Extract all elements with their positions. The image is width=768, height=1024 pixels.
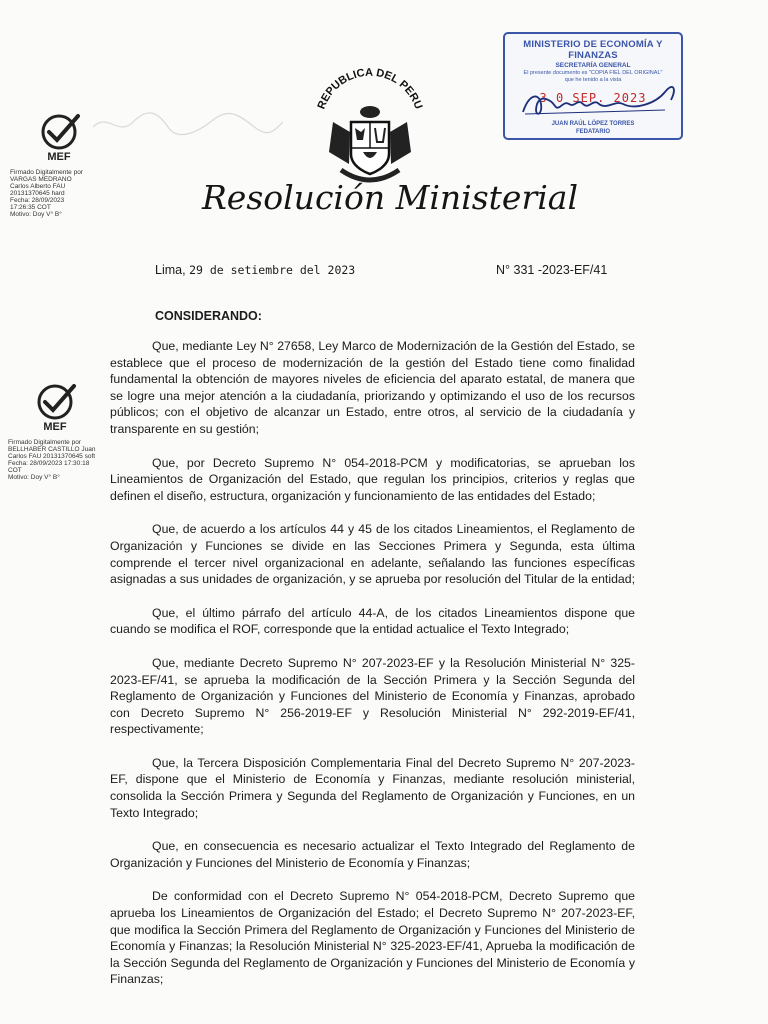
digital-signature-2 — [8, 382, 118, 481]
paragraph: Que, la Tercera Disposición Complementaria Final del Decreto Supremo N° 207-2023-EF, dispone que el Ministerio de Economía y Finanzas, mediante resolución ministerial, consolida la Sección Primera y Segunda del Reglamento de Organización y Funciones, en un Texto Integrado; — [110, 755, 635, 820]
stamp-signature — [515, 74, 685, 124]
mef-logo-text: MEF — [43, 421, 67, 433]
mef-logo-text: MEF — [47, 151, 71, 163]
section-title: CONSIDERANDO: — [155, 309, 262, 323]
stamp-ministry: MINISTERIO DE ECONOMÍA Y FINANZAS — [523, 39, 663, 61]
svg-text:REPUBLICA DEL PERU — [316, 67, 425, 111]
paragraph: Que, mediante Decreto Supremo N° 207-2023-EF y la Resolución Ministerial N° 325-2023-EF/41, se aprueba la modificación de la Sección Primera y la Sección Segunda del Reglamento de Organización y Funciones del Ministerio de Economía y Finanzas, aprobado con Decreto Supremo N° 256-2019-EF y Resolución Ministerial N° 292-2019-EF/41, respectivamente; — [110, 655, 635, 737]
document-place-date — [155, 263, 355, 277]
mef-check-logo-icon — [34, 382, 80, 434]
paragraph: Que, en consecuencia es necesario actualizar el Texto Integrado del Reglamento de Organización y Funciones del Ministerio de Economía y Finanzas; — [110, 839, 635, 870]
signature-1-text: Firmado Digitalmente por VARGAS MEDRANO Carlos Alberto FAU 20131370645 hard Fecha: 28/09/2023 17:26:35 COT Motivo: Doy V° B° — [10, 169, 83, 218]
document-body — [110, 338, 635, 1005]
paragraph: Que, de acuerdo a los artículos 44 y 45 de los citados Lineamientos, el Reglamento de Organización y Funciones se divide en las Secciones Primera y Segunda, esta última comprende el tercer nivel organizacional en adelante, señalando las funciones específicas asignadas a sus unidades de organización, y se aprueba por resolución del Titular de la entidad; — [110, 522, 636, 587]
document-place: Lima, — [155, 263, 186, 277]
paragraph: Que, por Decreto Supremo N° 054-2018-PCM y modificatorias, se aprueban los Lineamientos de Organización del Estado, que regulan los principios, criterios y reglas que definen el diseño, estructura, organización y funcionamiento de las entidades del Estado; — [110, 455, 635, 503]
paragraph: Que, mediante Ley N° 27658, Ley Marco de Modernización de la Gestión del Estado, se establece que el proceso de modernización de la gestión del Estado tiene como finalidad fundamental la obtención de mayores niveles de eficiencia del aparato estatal, de manera que se logre una mejor atención a la ciudadanía, priorizando y optimizando el uso de los recursos públicos; con el objetivo de alcanzar un Estado, entre otros, al servicio de la ciudadanía y transparente en su gestión; — [110, 339, 635, 436]
stamp-date: 3 0 SEP. 2023 — [539, 91, 647, 105]
stamp-note-1: El presente documento es "COPIA FIEL DEL ORIGINAL" — [523, 70, 663, 76]
stamp-note-2: que he tenido a la vista — [564, 77, 622, 83]
stamp-name: JUAN RAÚL LÓPEZ TORRES — [551, 121, 635, 127]
paragraph: Que, el último párrafo del artículo 44-A, de los citados Lineamientos dispone que cuando se modifica el ROF, corresponde que la entidad actualice el Texto Integrado; — [110, 605, 635, 637]
signature-2-text: Firmado Digitalmente por BELLHABER CASTILLO Juan Carlos FAU 20131370645 soft Fecha: 28/09/2023 17:30:18 COT Motivo: Doy V° B° — [8, 439, 96, 481]
digital-signature-1 — [10, 112, 120, 218]
peru-coat-of-arms-icon — [305, 52, 435, 192]
paragraph: De conformidad con el Decreto Supremo N° 054-2018-PCM, Decreto Supremo que aprueba los Lineamientos de Organización del Estado; el Decreto Supremo N° 207-2023-EF, que modifica la Sección Primera del Reglamento de Organización y Funciones del Ministerio de Economía y Finanzas; la Resolución Ministerial N° 325-2023-EF/41, Aprueba la modificación de la Sección Segunda del Reglamento de Organización y Funciones del Ministerio de Economía y Finanzas; — [110, 889, 635, 987]
crest-label: REPUBLICA DEL PERU — [315, 66, 425, 111]
document-title: Resolución Ministerial — [201, 178, 579, 217]
certification-stamp — [503, 32, 683, 140]
mef-check-logo-icon — [38, 112, 84, 164]
stamp-role: FEDATARIO — [575, 129, 611, 135]
resolution-number: N° 331 -2023-EF/41 — [496, 263, 608, 277]
document-date: 29 de setiembre del 2023 — [189, 263, 356, 277]
stamp-office: SECRETARÍA GENERAL — [555, 62, 631, 69]
